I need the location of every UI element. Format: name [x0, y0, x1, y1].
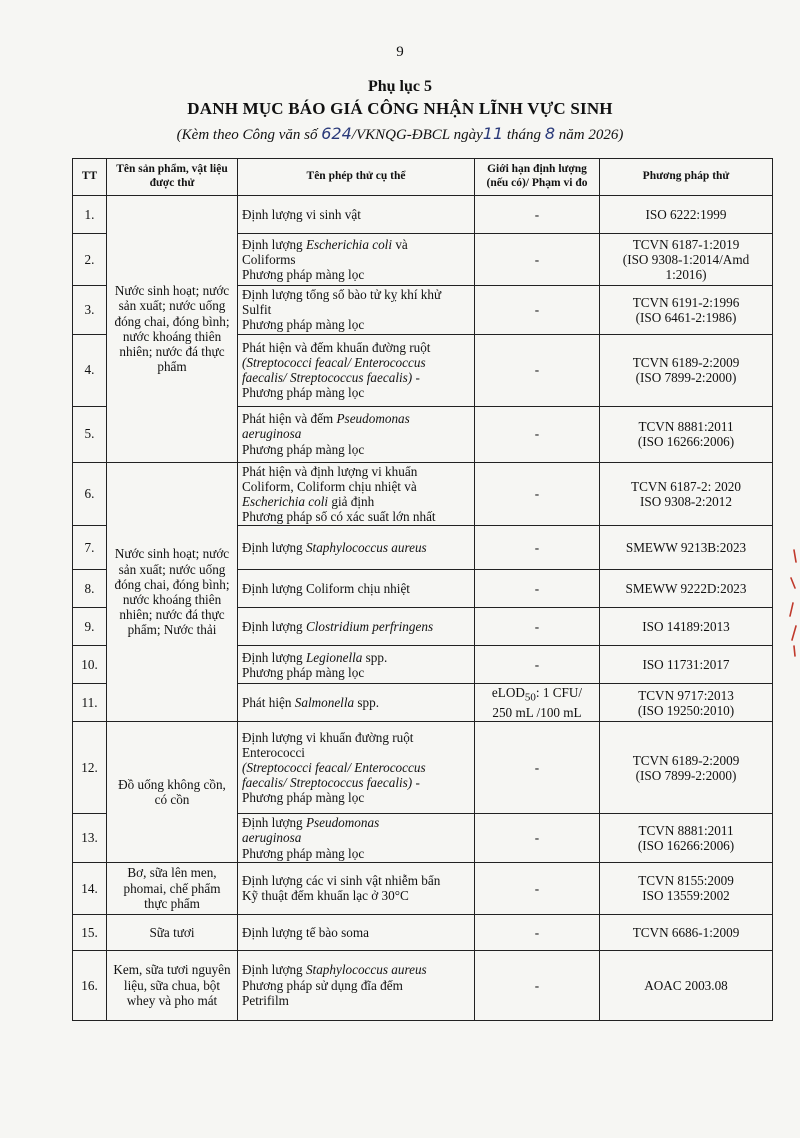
- table-row: [73, 462, 773, 526]
- row-number: 15.: [73, 914, 107, 950]
- test-name: Định lượng Clostridium perfringens: [238, 608, 475, 646]
- row-number: 9.: [73, 608, 107, 646]
- product-group: Đồ uống không cồn, có cồn: [107, 722, 238, 863]
- table-row: [73, 196, 773, 234]
- test-name: Định lượng tổng số bào tử kỵ khí khử Sulfit Phương pháp màng lọc: [238, 286, 475, 335]
- limit-value: -: [475, 462, 600, 526]
- limit-value: -: [475, 646, 600, 684]
- subtitle-suffix: năm 2026): [558, 127, 624, 143]
- test-name: Định lượng Legionella spp. Phương pháp màng lọc: [238, 646, 475, 684]
- test-method: TCVN 6686-1:2009: [600, 914, 773, 950]
- row-number: 1.: [73, 196, 107, 234]
- test-method: SMEWW 9213B:2023: [600, 526, 773, 570]
- table-row: [73, 950, 773, 1020]
- row-number: 2.: [73, 234, 107, 286]
- margin-pen-mark: [788, 548, 798, 658]
- limit-value: -: [475, 334, 600, 406]
- row-number: 5.: [73, 406, 107, 462]
- test-name: Định lượng Pseudomonas aeruginosa Phương pháp màng lọc: [238, 814, 475, 863]
- table-row: [73, 722, 773, 814]
- test-method: TCVN 6189-2:2009 (ISO 7899-2:2000): [600, 722, 773, 814]
- test-method: ISO 14189:2013: [600, 608, 773, 646]
- header-test: Tên phép thử cụ thể: [238, 159, 475, 196]
- test-method: TCVN 6187-1:2019 (ISO 9308-1:2014/Amd 1:2016): [600, 234, 773, 286]
- row-number: 11.: [73, 684, 107, 722]
- product-group: Nước sinh hoạt; nước sản xuất; nước uống đóng chai, đóng bình; nước khoáng thiên nhiên; nước đá thực phẩm: [107, 196, 238, 463]
- limit-value: -: [475, 722, 600, 814]
- test-method: TCVN 8881:2011 (ISO 16266:2006): [600, 406, 773, 462]
- limit-value: eLOD$_{50}$: 1 CFU/ 250 mL /100 mL: [475, 684, 600, 722]
- subtitle-month-label: tháng: [506, 127, 542, 143]
- test-name: Phát hiện và định lượng vi khuẩn Coliform, Coliform chịu nhiệt và Escherichia coli giả định Phương pháp số có xác suất lớn nhất: [238, 462, 475, 526]
- limit-value: -: [475, 950, 600, 1020]
- table-row: [73, 914, 773, 950]
- page-number: 9: [396, 44, 404, 60]
- test-method: TCVN 6189-2:2009 (ISO 7899-2:2000): [600, 334, 773, 406]
- row-number: 7.: [73, 526, 107, 570]
- product-group: Bơ, sữa lên men, phomai, chế phẩm thực phẩm: [107, 862, 238, 914]
- test-name: Định lượng Coliform chịu nhiệt: [238, 570, 475, 608]
- row-number: 16.: [73, 950, 107, 1020]
- header-method: Phương pháp thử: [600, 159, 773, 196]
- limit-value: -: [475, 914, 600, 950]
- test-method: ISO 11731:2017: [600, 646, 773, 684]
- limit-value: -: [475, 862, 600, 914]
- handwritten-month: 8: [544, 124, 555, 143]
- product-group: Kem, sữa tươi nguyên liệu, sữa chua, bột whey và pho mát: [107, 950, 238, 1020]
- limit-value: -: [475, 814, 600, 863]
- test-method: TCVN 8881:2011 (ISO 16266:2006): [600, 814, 773, 863]
- document-title: DANH MỤC BÁO GIÁ CÔNG NHẬN LĨNH VỰC SINH: [187, 99, 613, 118]
- limit-value: -: [475, 406, 600, 462]
- test-method: AOAC 2003.08: [600, 950, 773, 1020]
- row-number: 3.: [73, 286, 107, 335]
- product-group: Nước sinh hoạt; nước sản xuất; nước uống đóng chai, đóng bình; nước khoáng thiên nhiên; nước đá thực phẩm; Nước thải: [107, 462, 238, 722]
- table-row: [73, 862, 773, 914]
- appendix-label: Phụ lục 5: [367, 78, 432, 95]
- row-number: 14.: [73, 862, 107, 914]
- test-name: Định lượng vi khuẩn đường ruột Enterococci (Streptococci feacal/ Enterococcus faecalis/ Streptococcus faecalis) - Phương pháp màng lọc: [238, 722, 475, 814]
- test-method: TCVN 6191-2:1996 (ISO 6461-2:1986): [600, 286, 773, 335]
- header-limit: Giới hạn định lượng (nếu có)/ Phạm vi đo: [475, 159, 600, 196]
- header-product: Tên sản phẩm, vật liệu được thử: [107, 159, 238, 196]
- row-number: 13.: [73, 814, 107, 863]
- test-name: Định lượng vi sinh vật: [238, 196, 475, 234]
- subtitle-prefix: (Kèm theo Công văn số: [176, 127, 318, 143]
- row-number: 10.: [73, 646, 107, 684]
- test-method: TCVN 8155:2009 ISO 13559:2002: [600, 862, 773, 914]
- limit-value: -: [475, 608, 600, 646]
- document-subtitle: [0, 124, 800, 144]
- row-number: 6.: [73, 462, 107, 526]
- product-group: Sữa tươi: [107, 914, 238, 950]
- test-name: Phát hiện và đếm Pseudomonas aeruginosa Phương pháp màng lọc: [238, 406, 475, 462]
- limit-value: -: [475, 286, 600, 335]
- test-method: TCVN 9717:2013 (ISO 19250:2010): [600, 684, 773, 722]
- row-number: 4.: [73, 334, 107, 406]
- test-name: Phát hiện và đếm khuẩn đường ruột (Streptococci feacal/ Enterococcus faecalis/ Streptococcus faecalis) - Phương pháp màng lọc: [238, 334, 475, 406]
- limit-value: -: [475, 526, 600, 570]
- limit-value: -: [475, 570, 600, 608]
- test-name: Định lượng tế bào soma: [238, 914, 475, 950]
- test-name: Định lượng Staphylococcus aureus: [238, 526, 475, 570]
- test-name: Định lượng các vi sinh vật nhiễm bẩn Kỹ thuật đếm khuẩn lạc ở 30°C: [238, 862, 475, 914]
- price-list-table: [72, 158, 773, 1021]
- table-header-row: [73, 159, 773, 196]
- row-number: 12.: [73, 722, 107, 814]
- handwritten-day: 11: [482, 124, 504, 143]
- handwritten-number: 624: [321, 124, 352, 143]
- header-tt: TT: [73, 159, 107, 196]
- test-name: Định lượng Staphylococcus aureus Phương pháp sử dụng đĩa đếm Petrifilm: [238, 950, 475, 1020]
- test-name: Phát hiện Salmonella spp.: [238, 684, 475, 722]
- test-method: TCVN 6187-2: 2020 ISO 9308-2:2012: [600, 462, 773, 526]
- test-method: ISO 6222:1999: [600, 196, 773, 234]
- limit-value: -: [475, 234, 600, 286]
- limit-value: -: [475, 196, 600, 234]
- test-method: SMEWW 9222D:2023: [600, 570, 773, 608]
- test-name: Định lượng Escherichia coli và Coliforms Phương pháp màng lọc: [238, 234, 475, 286]
- row-number: 8.: [73, 570, 107, 608]
- subtitle-mid: /VKNQG-ĐBCL ngày: [351, 127, 483, 143]
